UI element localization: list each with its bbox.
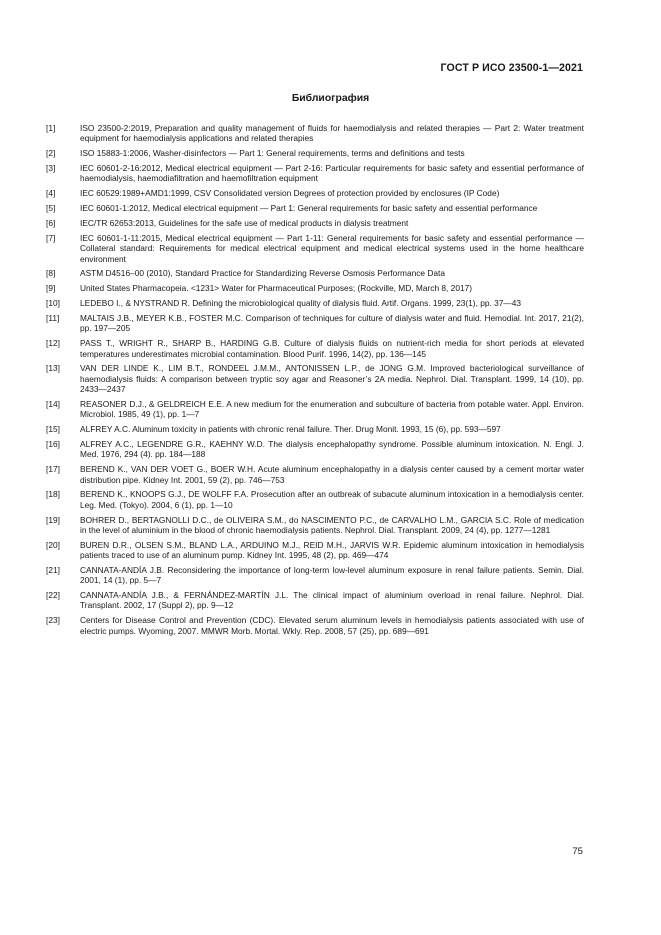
reference-text: IEC 60601-2-16:2012, Medical electrical equipment — Part 2-16: Particular requirements for basic safety and essential performance of haemodialysis, haemodiafiltration and haemofiltration equipment	[80, 163, 584, 184]
reference-item	[46, 363, 584, 394]
reference-text: ALFREY A.C. Aluminum toxicity in patients with chronic renal failure. Ther. Drug Monit. 1993, 15 (6), pp. 593—597	[80, 424, 501, 435]
reference-number: [12]	[46, 338, 60, 349]
reference-number: [4]	[46, 188, 56, 199]
reference-number: [21]	[46, 564, 60, 575]
reference-item	[46, 203, 584, 213]
reference-item	[46, 123, 584, 144]
reference-text: ASTM D4516–00 (2010), Standard Practice for Standardizing Reverse Osmosis Performance Data	[80, 268, 445, 279]
page-number: 75	[572, 846, 583, 857]
reference-text: CANNATA-ANDÍA J.B. Reconsidering the importance of long-term low-level aluminum exposure in renal failure patients. Semin. Dial. 2001, 14 (1), pp. 5—7	[80, 564, 584, 586]
reference-number: [14]	[46, 398, 60, 409]
reference-number: [17]	[46, 464, 60, 475]
reference-item	[46, 540, 584, 561]
reference-number: [15]	[46, 424, 60, 435]
reference-text: ISO 23500-2:2019, Preparation and quality management of fluids for haemodialysis and related therapies — Part 2: Water treatment equipment for haemodialysis applications and related therapies	[80, 123, 584, 144]
reference-text: MALTAIS J.B., MEYER K.B., FOSTER M.C. Comparison of techniques for culture of dialysis water and fluid. Hemodial. Int. 2017, 21(2), pp. 197—205	[80, 313, 584, 334]
reference-number: [9]	[46, 283, 56, 294]
reference-text: ALFREY A.C., LEGENDRE G.R., KAEHNY W.D. The dialysis encephalopathy syndrome. Possible aluminum intoxication. N. Engl. J. Med. 1976, 294 (4). pp. 184—188	[80, 439, 584, 460]
reference-number: [1]	[46, 123, 56, 133]
reference-item	[46, 233, 584, 264]
reference-text: BOHRER D., BERTAGNOLLI D.C., de OLIVEIRA S.M., do NASCIMENTO P.C., de CARVALHO L.M., GARCIA S.C. Role of medication in the level of aluminium in the blood of chronic haemodialysis patients. Nephrol. Dial. Transplant. 2009, 24 (4), pp. 1277—1281	[80, 514, 584, 535]
reference-text: BEREND K., KNOOPS G.J., DE WOLFF F.A. Prosecution after an outbreak of subacute aluminum intoxication in a hemodialysis center. Leg. Med. (Tokyo). 2004, 6 (1), pp. 1—10	[80, 489, 584, 510]
reference-text: ISO 15883-1:2006, Washer-disinfectors — Part 1: General requirements, terms and definitions and tests	[80, 148, 465, 159]
reference-number: [10]	[46, 298, 60, 309]
reference-item	[46, 565, 584, 586]
reference-text: BEREND K., VAN DER VOET G., BOER W.H. Acute aluminum encephalopathy in a dialysis center caused by a cement mortar water distribution pipe. Kidney Int. 2001, 59 (2), pp. 746—753	[80, 464, 584, 485]
reference-item	[46, 163, 584, 184]
reference-text: REASONER D.J., & GELDREICH E.E. A new medium for the enumeration and subculture of bacteria from potable water. Appl. Environ. Microbiol. 1985, 49 (1), pp. 1—7	[80, 398, 584, 420]
reference-item	[46, 313, 584, 334]
reference-text: LEDEBO I., & NYSTRAND R. Defining the microbiological quality of dialysis fluid. Artif. Organs. 1999, 23(1), pp. 37—43	[80, 298, 522, 309]
reference-item	[46, 590, 584, 611]
reference-item	[46, 615, 584, 636]
reference-item	[46, 283, 584, 293]
reference-text: IEC 60529:1989+AMD1:1999, CSV Consolidated version Degrees of protection provided by enclosures (IP Code)	[80, 188, 500, 199]
reference-text: Centers for Disease Control and Prevention (CDC). Elevated serum aluminum levels in hemodialysis patients associated with use of electric pumps. Wyoming, 2007. MMWR Morb. Mortal. Wkly. Rep. 2008, 57 (25), pp. 689—691	[80, 615, 584, 636]
reference-text: PASS T., WRIGHT R., SHARP B., HARDING G.B. Culture of dialysis fluids on nutrient-rich media for short periods at elevated temperatures underestimates microbial contamination. Blood Purif. 1996, 14(2), pp. 136—145	[80, 338, 584, 359]
reference-item	[46, 399, 584, 420]
reference-number: [11]	[46, 313, 60, 324]
reference-number: [8]	[46, 268, 56, 279]
reference-number: [22]	[46, 590, 60, 601]
reference-text: IEC/TR 62653:2013, Guidelines for the safe use of medical products in dialysis treatment	[80, 218, 409, 229]
reference-item	[46, 424, 584, 434]
reference-item	[46, 338, 584, 359]
reference-text: VAN DER LINDE K., LIM B.T., RONDEEL J.M.M., ANTONISSEN L.P., de JONG G.M. Improved bacteriological surveillance of haemodialysis fluids: A comparison between tryptic soy agar and Reasoner’s 2A media. Nephrol. Dial. Transplant. 1999, 14 (10), pp. 2433—2437	[80, 363, 584, 395]
reference-number: [5]	[46, 203, 56, 214]
reference-text: United States Pharmacopeia. <1231> Water for Pharmaceutical Purposes; (Rockville, MD, March 8, 2017)	[80, 283, 473, 294]
reference-number: [13]	[46, 363, 60, 374]
section-title: Библиография	[291, 93, 370, 104]
reference-number: [23]	[46, 615, 60, 626]
reference-text: IEC 60601-1-11:2015, Medical electrical equipment — Part 1-11: General requirements for basic safety and essential performance — Collateral standard: Requirements for medical electrical equipment and medical electrical systems used in the home healthcare environment	[80, 232, 584, 264]
reference-text: IEC 60601-1:2012, Medical electrical equipment — Part 1: General requirements for basic safety and essential performance	[80, 203, 538, 214]
reference-number: [16]	[46, 439, 60, 450]
reference-number: [3]	[46, 163, 56, 174]
reference-item	[46, 188, 584, 198]
bibliography-list	[46, 123, 584, 641]
reference-item	[46, 268, 584, 278]
reference-item	[46, 298, 584, 308]
reference-number: [18]	[46, 489, 60, 500]
reference-item	[46, 489, 584, 510]
reference-number: [6]	[46, 218, 56, 229]
reference-item	[46, 464, 584, 485]
reference-item	[46, 218, 584, 228]
reference-text: CANNATA-ANDÍA J.B., & FERNÁNDEZ-MARTÍN J.L. The clinical impact of aluminium overload in renal failure. Nephrol. Dial. Transplant. 2002, 17 (Suppl 2), pp. 9—12	[80, 590, 584, 611]
standard-designation: ГОСТ Р ИСО 23500-1—2021	[440, 62, 583, 74]
reference-text: BUREN D.R., OLSEN S.M., BLAND L.A., ARDUINO M.J., REID M.H., JARVIS W.R. Epidemic aluminum intoxication in hemodialysis patients traced to use of an aluminum pump. Kidney Int. 1995, 48 (2), pp. 469—474	[80, 539, 584, 561]
reference-item	[46, 148, 584, 158]
reference-item	[46, 439, 584, 460]
reference-item	[46, 515, 584, 536]
reference-number: [20]	[46, 539, 60, 550]
reference-number: [7]	[46, 232, 56, 243]
reference-number: [19]	[46, 514, 60, 525]
reference-number: [2]	[46, 148, 56, 159]
